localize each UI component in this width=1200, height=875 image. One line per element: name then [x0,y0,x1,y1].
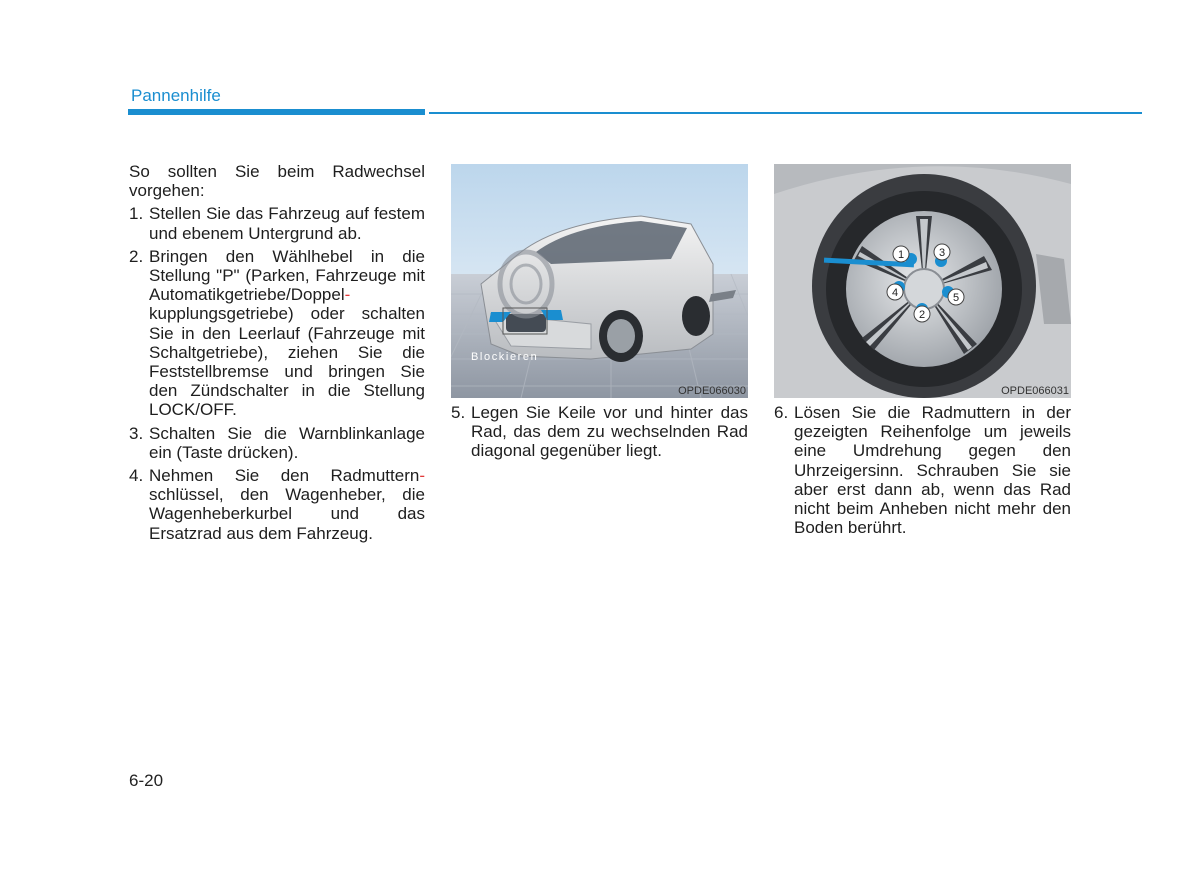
nut-label-4: 4 [891,287,899,299]
step-text: Lösen Sie die Radmuttern in der gezeigten Reihenfolge um jeweils eine Umdrehung gegen den Uhrzeigersinn. Schrauben Sie sie aber erst dann ab, wenn das Rad nicht beim Anheben nicht mehr den Boden berührt. [794,403,1071,538]
header-rule-thick [128,109,425,115]
hyphen-mark: - [344,285,351,305]
step-number: 5. [451,403,466,422]
figure-caption: OPDE066030 [678,385,746,397]
step-text-continued: schlüssel, den Wagenheber, die Wagenheberkurbel und das Ersatzrad aus dem Fahrzeug. [149,485,425,543]
step-text: Bringen den Wählhebel in die Stellung "P" (Parken, Fahrzeuge mit Automatikgetriebe/Doppel [149,246,425,305]
section-title: Pannenhilfe [131,86,221,105]
steps-list [129,204,425,542]
column-left [129,162,425,547]
step-text: Schalten Sie die Warnblinkanlage ein (Taste drücken). [149,423,425,462]
nut-label-1: 1 [897,249,905,261]
page-number: 6-20 [129,771,164,790]
intro-text: So sollten Sie beim Radwechsel vorgehen: [129,162,425,201]
step-number: 1. [129,204,144,224]
step-number: 4. [129,466,144,486]
step-text: Legen Sie Keile vor und hinter das Rad, das dem zu wechselnden Rad diagonal gegenüber liegt. [471,403,748,461]
figure-caption: OPDE066031 [1001,385,1069,397]
list-item [129,466,425,543]
header-rule-thin [429,112,1142,114]
step-text-continued: kupplungsgetriebe) oder schalten Sie in den Leerlauf (Fahrzeuge mit Schaltgetriebe), ziehen Sie die Feststellbremse und bringen Sie den Zündschalter in die Stellung LOCK/OFF. [149,304,425,420]
step-number: 6. [774,403,789,422]
list-item [129,424,425,462]
chock-label: Blockieren [471,351,539,363]
steps-list [451,403,748,461]
column-middle [451,403,748,465]
wheel-lug-nut-order-illustration [774,164,1071,398]
step-text: Nehmen Sie den Radmuttern [149,466,420,486]
list-item [451,403,748,461]
step-number: 2. [129,246,144,266]
list-item [774,403,1071,537]
list-item [129,204,425,242]
figure-wheel-nut-order [774,164,1071,398]
step-text: Stellen Sie das Fahrzeug auf festem und ebenem Untergrund ab. [149,204,425,243]
nut-label-5: 5 [952,292,960,304]
hyphen-mark: - [419,466,425,486]
nut-label-2: 2 [918,309,926,321]
step-number: 3. [129,423,144,443]
list-item [129,247,425,420]
steps-list [774,403,1071,537]
nut-label-3: 3 [938,247,946,259]
column-right [774,403,1071,541]
figure-car-chocks [451,164,748,398]
